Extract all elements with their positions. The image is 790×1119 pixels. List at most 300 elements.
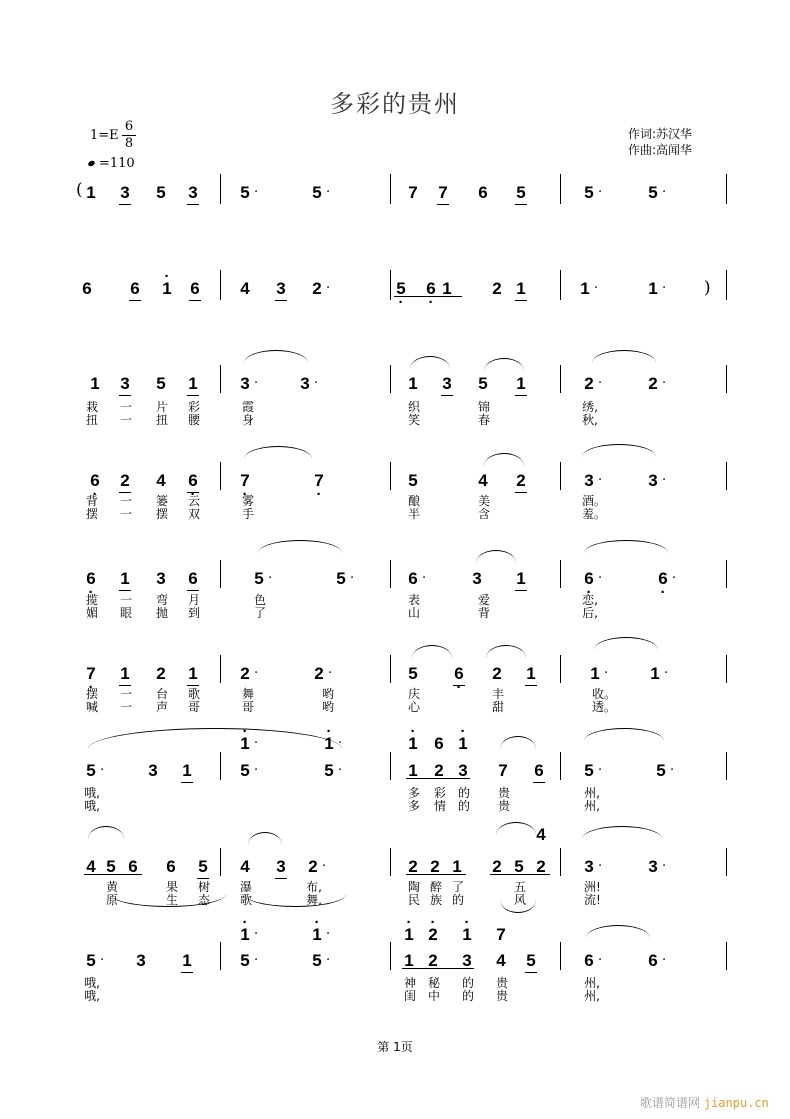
page-number: 第 1页 [377, 1040, 413, 1054]
lyric: 民 [407, 893, 420, 907]
note: 5 [156, 374, 166, 393]
note: 3 [300, 374, 310, 393]
augmentation-dot: · [254, 953, 259, 968]
slur [584, 728, 664, 741]
lyric: 贵 [497, 786, 510, 800]
lyric: 绣, [582, 400, 598, 414]
lyric: 后, [582, 606, 598, 620]
lyric: 多 [407, 799, 420, 813]
watermark-cn: 歌谱简谱网 [640, 1096, 701, 1110]
lyric: 锦 [477, 400, 490, 414]
augmentation-dot: · [328, 666, 333, 681]
note: 1 [650, 664, 660, 683]
note: · 7 [238, 472, 252, 490]
lyric: 布, [306, 880, 322, 894]
lyric: 情 [433, 799, 446, 813]
lyric: 果 [165, 880, 178, 894]
note: 2 [314, 664, 324, 683]
barline [560, 942, 561, 970]
augmentation-dot: · [598, 473, 603, 488]
lyric: 爱 [477, 593, 490, 607]
watermark-en: jianpu.cn [703, 1096, 769, 1110]
note: 5 [196, 858, 210, 876]
slur [244, 446, 312, 459]
lyric: 酿 [407, 494, 420, 508]
lyric: 半 [407, 507, 420, 521]
note: 2 [492, 857, 502, 876]
note: 5 [478, 374, 488, 393]
barline [220, 752, 221, 780]
lyric: 媚 [85, 606, 98, 620]
note: 2 [408, 857, 418, 876]
lyric: 山 [407, 606, 420, 620]
lyric: 五 [513, 880, 526, 894]
augmentation-dot: · [326, 953, 331, 968]
barline [220, 848, 221, 876]
augmentation-dot: · [422, 571, 427, 586]
augmentation-dot: · [100, 763, 105, 778]
lyric: 态 [197, 893, 210, 907]
lyric: 栽 [85, 400, 98, 414]
augmentation-dot: · [322, 859, 327, 874]
note: 3 [156, 569, 166, 588]
barline [220, 655, 221, 683]
lyric: 羞。 [582, 507, 607, 521]
lyric: 陶 [407, 880, 420, 894]
lyric: 洲! [584, 880, 601, 894]
lyric: 甜 [491, 700, 504, 714]
tempo-value: =110 [99, 156, 135, 171]
augmentation-dot: · [672, 571, 677, 586]
lyric: 哟 [321, 700, 334, 714]
note: 5 [240, 951, 250, 970]
note: · 1 [456, 735, 470, 753]
barline [390, 942, 391, 970]
barline [726, 365, 727, 393]
note: 7 [496, 925, 506, 944]
note: 2 [156, 664, 166, 683]
note: 1 [580, 279, 590, 298]
note: 5 [656, 761, 666, 780]
lyric: 神 [403, 976, 416, 990]
lyric: 的 [461, 989, 474, 1003]
tempo-marking [88, 156, 135, 171]
augmentation-dot: · [254, 185, 259, 200]
time-signature [122, 120, 136, 151]
lyric: 色 [253, 593, 266, 607]
lyric: 州, [584, 786, 600, 800]
lyric: 黄 [105, 880, 118, 894]
note: 6 [188, 280, 202, 298]
note: 3 [648, 857, 658, 876]
augmentation-dot: · [594, 281, 599, 296]
note: 6 [408, 569, 418, 588]
augmentation-dot: · [100, 953, 105, 968]
augmentation-dot: · [254, 666, 259, 681]
slur [586, 925, 650, 938]
note: 1 [514, 375, 528, 393]
note: 6 [82, 279, 92, 298]
note: 2 [492, 279, 502, 298]
note: · 6 [88, 472, 102, 490]
note: · 1 [460, 926, 474, 944]
lyric: 摆 [155, 507, 168, 521]
lyric: 恋, [582, 593, 598, 607]
augmentation-dot: · [598, 953, 603, 968]
lyric: 秋, [582, 413, 598, 427]
augmentation-dot: · [338, 736, 343, 751]
note: 1 [524, 665, 538, 683]
note: 4 [156, 471, 166, 490]
barline [726, 752, 727, 780]
note: 6 [532, 762, 546, 780]
augmentation-dot: · [662, 953, 667, 968]
note: 5 [86, 951, 96, 970]
note: 6 [478, 183, 488, 202]
lyric: 一 [119, 700, 132, 714]
note: 3 [458, 761, 468, 780]
slur [412, 645, 452, 658]
beam [402, 968, 474, 969]
lyric: 闺 [403, 989, 416, 1003]
note: · 6 [582, 570, 596, 588]
lyricist: 作词:苏汉华 [628, 127, 693, 141]
lyric: 哟 [321, 687, 334, 701]
augmentation-dot: · [604, 666, 609, 681]
note: · 1 [238, 926, 252, 944]
barline [560, 655, 561, 683]
lyric: 彩 [433, 786, 446, 800]
slur [592, 350, 656, 363]
note: 3 [148, 761, 158, 780]
lyric: 霞 [241, 400, 254, 414]
note: 1 [180, 952, 194, 970]
beam [84, 874, 142, 875]
slur [582, 826, 662, 839]
barline [390, 848, 391, 876]
augmentation-dot: · [598, 571, 603, 586]
note: 1 [514, 280, 528, 298]
note: 1 [452, 857, 462, 876]
slur [476, 550, 516, 563]
note: 3 [584, 471, 594, 490]
lyric: 族 [429, 893, 442, 907]
lyric: 扭 [155, 413, 168, 427]
lyric: 彩 [187, 400, 200, 414]
note: 6 [434, 734, 444, 753]
note: 4 [240, 857, 250, 876]
barline [390, 560, 391, 588]
augmentation-dot: · [254, 763, 259, 778]
lyric: 雾 [241, 494, 254, 508]
lyric: 醉 [429, 880, 442, 894]
note: 3 [274, 280, 288, 298]
lyric: 篓 [155, 494, 168, 508]
slur [258, 540, 342, 553]
note: 2 [312, 279, 322, 298]
note: 2 [536, 857, 546, 876]
note: 1 [180, 762, 194, 780]
note: 6 [584, 951, 594, 970]
lyric: 秘 [427, 976, 440, 990]
augmentation-dot: · [598, 763, 603, 778]
lyric: 声 [155, 700, 168, 714]
note: 5 [240, 183, 250, 202]
beam [394, 296, 462, 297]
barline [726, 270, 727, 300]
augmentation-dot: · [326, 185, 331, 200]
slur [484, 358, 524, 371]
note: 2 [118, 472, 132, 490]
note: · 6 [186, 472, 200, 490]
lyric: 丰 [491, 687, 504, 701]
note: · 1 [238, 735, 252, 753]
note: 2 [430, 857, 440, 876]
lyric: 一 [119, 593, 132, 607]
barline [560, 462, 561, 490]
lyric: 风 [513, 893, 526, 907]
lyric: 贵 [495, 989, 508, 1003]
lyric: 原 [105, 893, 118, 907]
note: 1 [90, 374, 100, 393]
beam [406, 778, 470, 779]
note: 5 [514, 184, 528, 202]
lyric: 的 [457, 786, 470, 800]
lyric: 表 [407, 593, 420, 607]
lyric: 织 [407, 400, 420, 414]
song-title: 多彩的贵州 [330, 90, 460, 118]
augmentation-dot: · [326, 927, 331, 942]
lyric: 片 [155, 400, 168, 414]
note: 3 [118, 375, 132, 393]
note: 1 [648, 279, 658, 298]
note: 5 [648, 183, 658, 202]
lyric: 含 [477, 507, 490, 521]
lyric: 的 [457, 799, 470, 813]
slur [248, 832, 282, 845]
augmentation-dot: · [598, 376, 603, 391]
note: 6 [648, 951, 658, 970]
lyric: 扭 [85, 413, 98, 427]
augmentation-dot: · [664, 666, 669, 681]
note: 1 [186, 665, 200, 683]
lyric: 舞, [306, 893, 322, 907]
lyric: 眼 [119, 606, 132, 620]
note: · 2 [426, 926, 440, 944]
lyric: 春 [477, 413, 490, 427]
lyric: 一 [119, 400, 132, 414]
lyric: 双 [187, 507, 200, 521]
time-sig-bottom: 8 [124, 136, 134, 151]
slur [584, 540, 668, 553]
note: 1 [404, 951, 414, 970]
note: 3 [274, 858, 288, 876]
barline [726, 174, 727, 204]
slur [486, 645, 526, 658]
augmentation-dot: · [254, 736, 259, 751]
slur [496, 822, 536, 835]
note: 5 [408, 471, 418, 490]
barline [390, 462, 391, 490]
lyric: 美 [477, 494, 490, 508]
lyric: 州, [584, 799, 600, 813]
lyric: 哥 [241, 700, 254, 714]
beam [406, 874, 466, 875]
slur [594, 637, 658, 650]
lyric: 弯 [155, 593, 168, 607]
note: 2 [308, 857, 318, 876]
note: 3 [440, 375, 454, 393]
slur [500, 736, 536, 749]
note: 2 [428, 951, 438, 970]
lyric: 背 [477, 606, 490, 620]
augmentation-dot: · [314, 376, 319, 391]
barline [220, 270, 221, 300]
note: · 1 [310, 926, 324, 944]
note: 4 [240, 279, 250, 298]
lyric: 中 [427, 989, 440, 1003]
lyric: 哦, [84, 799, 100, 813]
note: 1 [118, 665, 132, 683]
lyric: 台 [155, 687, 168, 701]
lyric: 抛 [155, 606, 168, 620]
barline [220, 942, 221, 970]
barline [560, 848, 561, 876]
note: · 1 [402, 926, 416, 944]
time-sig-top: 6 [124, 119, 134, 134]
barline [560, 752, 561, 780]
note: 3 [240, 374, 250, 393]
note: · 7 [312, 472, 326, 490]
note: 2 [434, 761, 444, 780]
note: 2 [240, 664, 250, 683]
note: 5 [312, 183, 322, 202]
lyric: 树 [197, 880, 210, 894]
augmentation-dot: · [254, 927, 259, 942]
note: 4 [86, 857, 96, 876]
barline [726, 560, 727, 588]
note: 2 [648, 374, 658, 393]
note: 1 [590, 664, 600, 683]
note: 6 [166, 857, 176, 876]
note: · 5 [394, 280, 408, 298]
augmentation-dot: · [254, 376, 259, 391]
note: 5 [514, 857, 524, 876]
note: · 7 [84, 665, 98, 683]
key-signature: 1=E [90, 128, 119, 143]
note: 2 [492, 664, 502, 683]
barline [560, 174, 561, 204]
barline [726, 942, 727, 970]
note: · 6 [424, 280, 438, 298]
lyric: 多 [407, 786, 420, 800]
slur [410, 356, 450, 369]
lyric: 一 [119, 687, 132, 701]
lyric: 揽 [85, 593, 98, 607]
note: 3 [584, 857, 594, 876]
note: 5 [584, 761, 594, 780]
lyric: 了 [253, 606, 266, 620]
note: 7 [436, 184, 450, 202]
note: 6 [186, 570, 200, 588]
lyric: 瀑 [239, 880, 252, 894]
note: 1 [514, 570, 528, 588]
lyric: 哦, [84, 976, 100, 990]
slur [244, 350, 308, 363]
barline [390, 365, 391, 393]
note: 5 [524, 952, 538, 970]
note: 4 [496, 951, 506, 970]
lyric: 州, [584, 989, 600, 1003]
credits [628, 126, 692, 158]
lyric: 歌 [187, 687, 200, 701]
lyric: 喊 [85, 700, 98, 714]
lyric: 了 [451, 880, 464, 894]
augmentation-dot: · [338, 763, 343, 778]
note: · 6 [84, 570, 98, 588]
barline [560, 560, 561, 588]
lyric: 收。 [592, 687, 617, 701]
lyric: 贵 [495, 976, 508, 990]
augmentation-dot: · [662, 376, 667, 391]
lyric: 透。 [592, 700, 617, 714]
lyric: 哦, [84, 989, 100, 1003]
lyric: 笑 [407, 413, 420, 427]
barline [390, 655, 391, 683]
slur [244, 894, 346, 907]
lyric: 流! [584, 893, 601, 907]
lyric: 酒。 [582, 494, 607, 508]
note: 1 [408, 374, 418, 393]
augmentation-dot: · [326, 281, 331, 296]
note: 6 [128, 857, 138, 876]
barline [220, 560, 221, 588]
barline [220, 174, 221, 204]
note: 3 [472, 569, 482, 588]
barline [220, 365, 221, 393]
lyric: 手 [241, 507, 254, 521]
note: · 1 [160, 280, 174, 298]
lyric: 摆 [85, 687, 98, 701]
augmentation-dot: · [350, 571, 355, 586]
note: 3 [648, 471, 658, 490]
note: 5 [584, 183, 594, 202]
barline [220, 462, 221, 490]
long-slur [88, 728, 342, 749]
barline [560, 365, 561, 393]
slur [484, 453, 524, 466]
note: · 1 [322, 735, 336, 753]
composer: 作曲:高闻华 [628, 143, 693, 157]
note: 1 [118, 570, 132, 588]
close-paren: ) [704, 278, 711, 298]
open-paren: ( [76, 180, 83, 200]
beam [490, 874, 550, 875]
lyric: 舞 [241, 687, 254, 701]
barline [390, 174, 391, 204]
note: 1 [186, 375, 200, 393]
lyric: 生 [165, 893, 178, 907]
barline [390, 752, 391, 780]
watermark [640, 1094, 769, 1111]
note: 3 [462, 951, 472, 970]
upper-note: 4 [536, 825, 546, 844]
augmentation-dot: · [598, 859, 603, 874]
note: 3 [186, 184, 200, 202]
note: 4 [478, 471, 488, 490]
note: 3 [118, 184, 132, 202]
note: 7 [408, 183, 418, 202]
